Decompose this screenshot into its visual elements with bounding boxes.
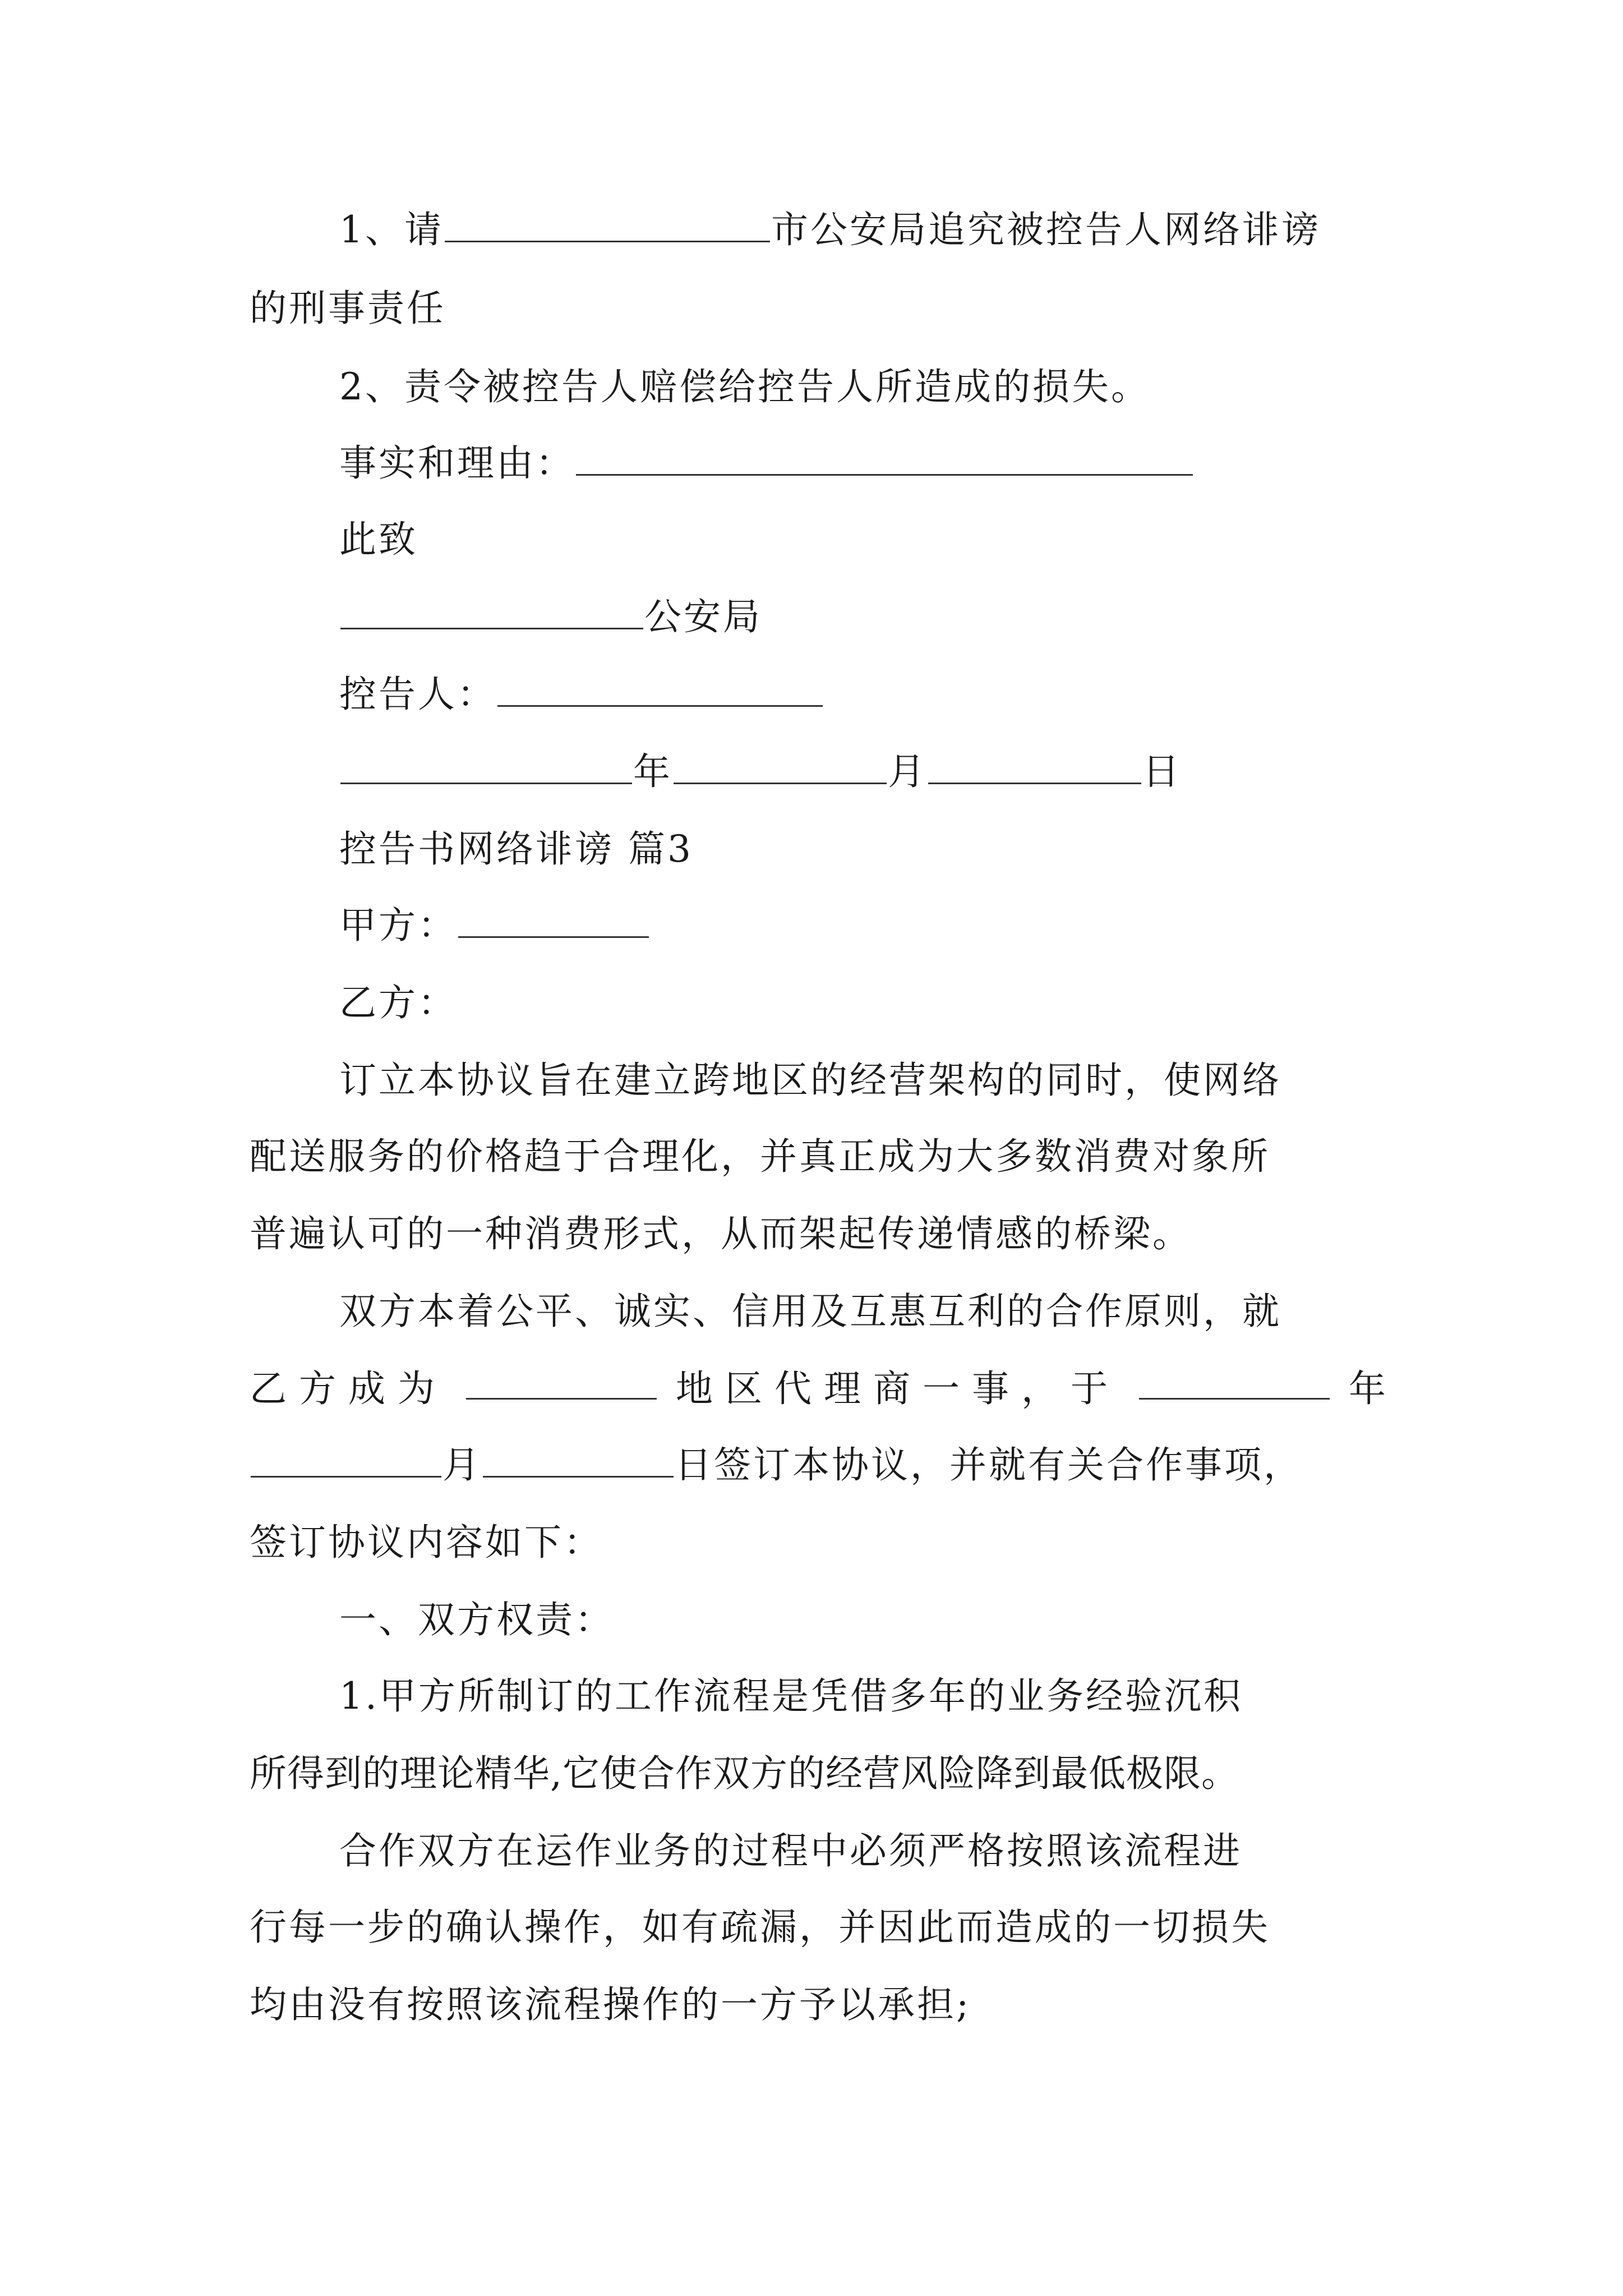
blank-year xyxy=(340,751,632,784)
paragraph-1-line-2: 配送服务的价格趋于合理化，并真正成为大多数消费对象所 xyxy=(250,1135,1270,1178)
paragraph-3-line-1: 1.甲方所制订的工作流程是凭借多年的业务经验沉积 xyxy=(339,1674,1243,1718)
paragraph-1-line-3: 普遍认可的一种消费形式，从而架起传递情感的桥梁。 xyxy=(250,1212,1192,1255)
complainant-line: 控告人： xyxy=(339,672,824,717)
paragraph-4-line-3: 均由没有按照该流程操作的一方予以承担; xyxy=(250,1983,971,2026)
blank-sign-day xyxy=(483,1444,674,1478)
paragraph-4-line-1: 合作双方在运作业务的过程中必须严格按照该流程进 xyxy=(339,1829,1242,1872)
party-a-line: 甲方： xyxy=(339,903,650,948)
paragraph-2-line-4: 签订协议内容如下： xyxy=(250,1521,603,1564)
request-line-1: 1、请 市公安局追究被控告人网络诽谤 xyxy=(339,208,1321,251)
paragraph-2-line-2: 乙方成为 地区代理商一事，于 年 xyxy=(250,1367,1388,1410)
recipient-line: 公安局 xyxy=(339,595,762,639)
heading-rights-duties: 一、双方权责： xyxy=(339,1598,614,1641)
paragraph-3-line-2: 所得到的理论精华,它使合作双方的经营风险降到最低极限。 xyxy=(250,1752,1239,1795)
blank-sign-month-prefix xyxy=(251,1444,441,1478)
paragraph-4-line-2: 行每一步的确认操作，如有疏漏，并因此而造成的一切损失 xyxy=(250,1906,1270,1949)
blank-region xyxy=(466,1366,657,1400)
paragraph-1-line-1: 订立本协议旨在建立跨地区的经营架构的同时，使网络 xyxy=(339,1059,1281,1102)
facts-and-reasons: 事实和理由： xyxy=(339,441,1194,486)
blank-sign-year xyxy=(1139,1366,1330,1400)
blank-facts xyxy=(576,443,1193,476)
blank-party-a xyxy=(458,905,649,938)
blank-police-bureau xyxy=(340,596,643,629)
blank-complainant xyxy=(497,674,823,707)
paragraph-2-line-3: 月 日签订本协议，并就有关合作事项， xyxy=(250,1443,1303,1488)
party-b-line: 乙方： xyxy=(339,981,457,1024)
paragraph-2-line-1: 双方本着公平、诚实、信用及互惠互利的合作原则，就 xyxy=(339,1290,1281,1333)
section-title: 控告书网络诽谤 篇3 xyxy=(339,827,693,871)
request-line-1-cont: 的刑事责任 xyxy=(250,287,446,330)
blank-month xyxy=(674,751,887,784)
request-line-2: 2、责令被控告人赔偿给控告人所造成的损失。 xyxy=(339,365,1150,408)
salutation: 此致 xyxy=(339,518,418,561)
date-line: 年 月 日 xyxy=(339,749,1182,794)
blank-city xyxy=(445,209,770,242)
blank-day xyxy=(928,751,1141,784)
